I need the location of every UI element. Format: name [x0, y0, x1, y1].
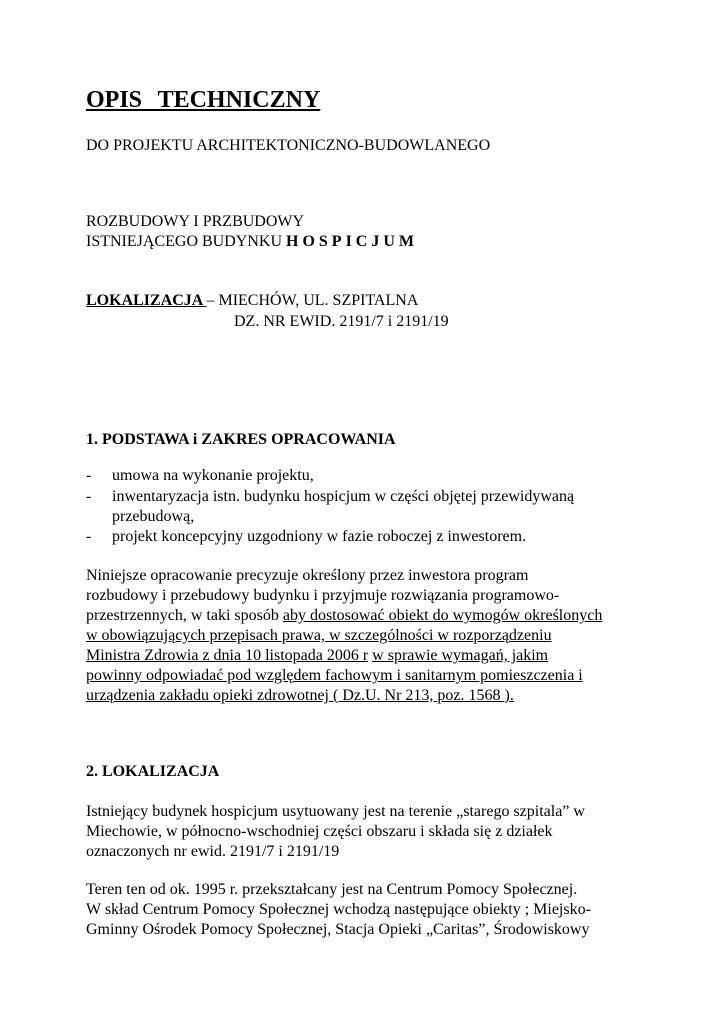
paragraph-3-line-2: W skład Centrum Pomocy Społecznej wchodzą następujące obiekty ; Miejsko-: [86, 901, 591, 918]
section-1-heading: 1. PODSTAWA i ZAKRES OPRACOWANIA: [86, 431, 396, 448]
paragraph-1-line-1: Niniejsze opracowanie precyzuje określony przez inwestora program: [86, 567, 529, 584]
scope-line-2: [86, 232, 418, 252]
bullet-item-1: [86, 466, 314, 486]
bullet-item-3: [86, 527, 526, 547]
paragraph-1-line-5: [86, 646, 548, 666]
bullet-dash: -: [86, 528, 92, 545]
bullet-text: projekt koncepcyjny uzgodniony w fazie roboczej z inwestorem.: [112, 528, 527, 545]
bullet-dash: -: [86, 488, 92, 505]
location-line-1: [86, 291, 418, 311]
document-subtitle: DO PROJEKTU ARCHITEKTONICZNO-BUDOWLANEGO: [86, 137, 491, 154]
paragraph-3-line-1: Teren ten od ok. 1995 r. przekształcany jest na Centrum Pomocy Społecznej.: [86, 881, 578, 898]
bullet-text: umowa na wykonanie projektu,: [112, 467, 314, 484]
paragraph-2-line-2: Miechowie, w północno-wschodniej części obszaru i składa się z działek: [86, 823, 553, 840]
paragraph-1-plain-text: przestrzennych, w taki sposób: [86, 607, 283, 624]
location-label: LOKALIZACJA: [86, 292, 207, 309]
bullet-dash: -: [86, 467, 92, 484]
section-2-heading: 2. LOKALIZACJA: [86, 763, 220, 780]
document-title: OPIS TECHNICZNY: [86, 87, 321, 113]
regulation-subject: w sprawie wymagań, jakim: [372, 647, 549, 664]
location-address: – MIECHÓW, UL. SZPITALNA: [206, 292, 419, 309]
bullet-item-2-continued: przebudową,: [112, 508, 195, 525]
paragraph-2-line-3: oznaczonych nr ewid. 2191/7 i 2191/19: [86, 843, 340, 860]
scope-line-2-prefix: ISTNIEJĄCEGO BUDYNKU: [86, 233, 286, 250]
location-line-2: DZ. NR EWID. 2191/7 i 2191/19: [234, 313, 449, 330]
hospicjum-label: HOSPICJUM: [286, 233, 418, 250]
regulation-date: Ministra Zdrowia z dnia 10 listopada 2006 r: [86, 647, 369, 664]
paragraph-1-line-6: powinny odpowiadać pod względem fachowym i sanitarnym pomieszczenia i: [86, 667, 583, 684]
paragraph-1-line-7: urządzenia zakładu opieki zdrowotnej ( Dz.U. Nr 213, poz. 1568 ).: [86, 687, 514, 704]
paragraph-1-line-2: rozbudowy i przebudowy budynku i przyjmuje rozwiązania programowo-: [86, 587, 560, 604]
paragraph-3-line-3: Gminny Ośrodek Pomocy Społecznej, Stacja Opieki „Caritas”, Środowiskowy: [86, 921, 590, 938]
paragraph-2-line-1: Istniejący budynek hospicjum usytuowany jest na terenie „starego szpitala” w: [86, 803, 585, 820]
paragraph-1-line-3: [86, 606, 602, 626]
bullet-item-2: [86, 487, 574, 507]
paragraph-1-line-4: w obowiązujących przepisach prawa, w szczególności w rozporządzeniu: [86, 627, 552, 644]
scope-line-1: ROZBUDOWY I PRZBUDOWY: [86, 213, 305, 230]
paragraph-1-underlined-text: aby dostosować obiekt do wymogów określonych: [282, 607, 603, 624]
bullet-text: inwentaryzacja istn. budynku hospicjum w części objętej przewidywaną: [112, 488, 575, 505]
